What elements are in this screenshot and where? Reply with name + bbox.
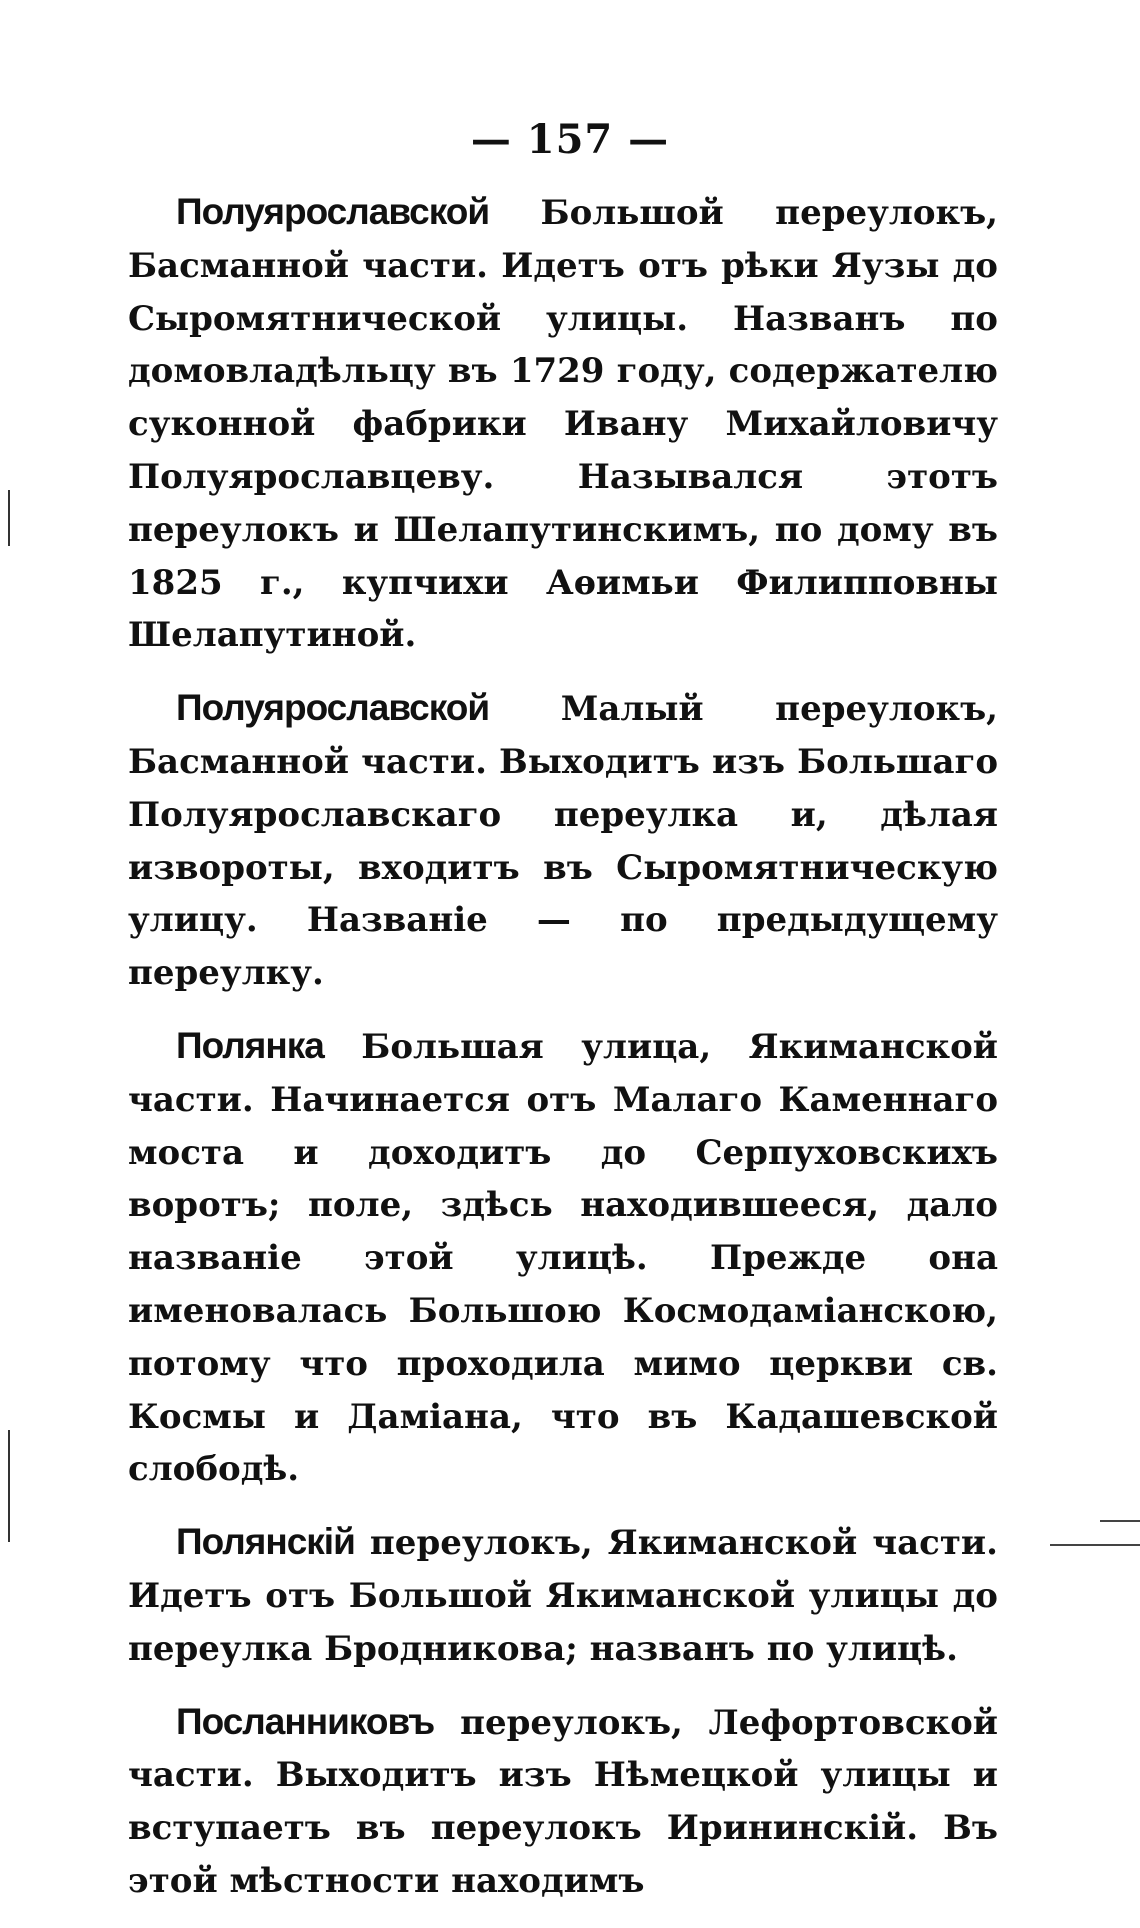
entry-text: переулокъ, Якиманской части. Идетъ отъ Большой Якиманской улицы до переулка Бродникова; названъ по улицѣ. — [128, 1523, 998, 1669]
scan-margin-mark — [1100, 1520, 1140, 1522]
entry-term: Полуярославской — [176, 687, 490, 729]
entry-text: Большая улица, Якиманской части. Начинается отъ Малаго Каменнаго моста и доходитъ до Серпуховскихъ воротъ; поле, здѣсь находившееся, дало названіе этой улицѣ. Прежде она именовалась Большою Космодаміанскою, потому что проходила мимо церкви св. Космы и Даміана, что въ Кадашевской слободѣ. — [128, 1026, 999, 1490]
entries-body — [128, 186, 998, 1928]
entry-poslannikov — [128, 1696, 998, 1908]
entry-polyanskiy — [128, 1516, 998, 1675]
entry-text: Большой переулокъ, Басманной части. Идетъ отъ рѣки Яузы до Сыромятнической улицы. Названъ по домовладѣльцу въ 1729 году, содержателю суконной фабрики Ивану Михайловичу Полуярославцеву. Назывался этотъ переулокъ и Шелапутинскимъ, по дому въ 1825 г., купчихи Аѳимьи Филипповны Шелапутиной. — [128, 193, 998, 656]
entry-text: Малый переулокъ, Басманной части. Выходитъ изъ Большаго Полуярославскаго переулка и, дѣлая извороты, входитъ въ Сыромятническую улицу. Названіе — по предыдущему переулку. — [128, 689, 998, 994]
entry-term: Полянскій — [176, 1521, 355, 1563]
entry-term: Посланниковъ — [176, 1700, 435, 1742]
entry-term: Полуярославской — [176, 191, 490, 232]
entry-poluyaroslavskoy-maly — [128, 682, 998, 1000]
scan-margin-mark — [1050, 1544, 1140, 1546]
entry-polyanka — [128, 1020, 998, 1496]
scan-gutter-line — [8, 1430, 10, 1542]
page-number: — 157 — — [470, 116, 670, 163]
entry-poluyaroslavskoy-bolshoy — [128, 186, 998, 662]
scan-gutter-line — [8, 490, 10, 546]
entry-text: переулокъ, Лефортовской части. Выходитъ изъ Нѣмецкой улицы и вступаетъ въ переулокъ Ирининскій. Въ этой мѣстности находимъ — [128, 1702, 999, 1901]
entry-term: Полянка — [176, 1024, 324, 1066]
